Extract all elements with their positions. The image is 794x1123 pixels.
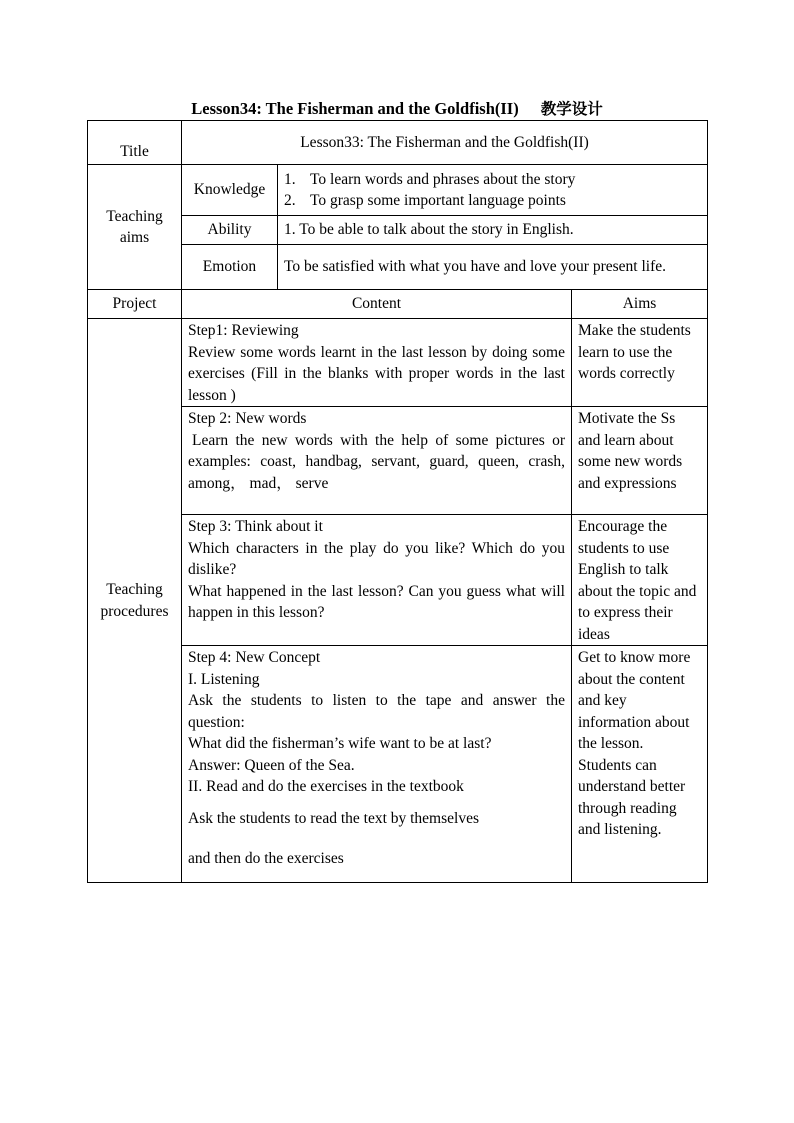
knowledge-item (284, 190, 701, 212)
ability-label: Ability (182, 216, 278, 245)
ability-content: 1. To be able to talk about the story in English. (278, 216, 708, 245)
step-aim: Make the students learn to use the words correctly (572, 319, 708, 407)
step-aim: Encourage the students to use English to talk about the topic and to express their ideas (572, 515, 708, 646)
step-body: Learn the new words with the help of some pictures or examples: coast, handbag, servant, guard, queen, crash, among， mad， serve (188, 431, 565, 492)
knowledge-item-number: 1. (284, 170, 296, 188)
step-body: Answer: Queen of the Sea. (188, 756, 355, 774)
step-subheading: I. Listening (188, 670, 260, 688)
emotion-content: To be satisfied with what you have and love your present life. (278, 245, 708, 290)
step-heading: Step 3: Think about it (188, 518, 323, 535)
knowledge-item (284, 169, 701, 191)
step-body: Review some words learnt in the last lesson by doing some exercises (Fill in the blanks with proper words in the last lesson ) (188, 343, 565, 404)
step-heading: Step1: Reviewing (188, 322, 299, 339)
title-chinese: 教学设计 (540, 100, 603, 118)
step-heading: Step 4: New Concept (188, 649, 321, 666)
teaching-aims-label: Teaching aims (88, 165, 182, 290)
lesson-plan-table (87, 120, 708, 883)
knowledge-content (278, 165, 708, 216)
step-body: and then do the exercises (188, 850, 344, 867)
content-header: Content (182, 290, 572, 319)
step-row (88, 319, 708, 407)
step-content (182, 319, 572, 407)
title-english: Lesson34: The Fisherman and the Goldfish(II) (191, 99, 519, 118)
step-content (182, 515, 572, 646)
emotion-label: Emotion (182, 245, 278, 290)
step-body: Ask the students to read the text by themselves (188, 809, 479, 827)
step-subheading: II. Read and do the exercises in the textbook (188, 778, 464, 795)
step-aim: Motivate the Ss and learn about some new words and expressions (572, 407, 708, 515)
step-body: Ask the students to listen to the tape and answer the question: (188, 692, 565, 731)
title-value-cell: Lesson33: The Fisherman and the Goldfish(II) (182, 121, 708, 165)
step-aim-text: Students can understand better through reading and listening. (578, 756, 686, 838)
step-heading: Step 2: New words (188, 410, 307, 427)
knowledge-item-number: 2. (284, 192, 296, 209)
knowledge-row (88, 165, 708, 216)
column-header-row (88, 290, 708, 319)
knowledge-item-text: To learn words and phrases about the story (310, 170, 576, 188)
project-header: Project (88, 290, 182, 319)
step-body: What did the fisherman’s wife want to be at last? (188, 735, 492, 752)
aims-header: Aims (572, 290, 708, 319)
step-aim-text: Get to know more about the content and key information about the lesson. (578, 649, 691, 752)
teaching-procedures-label: Teaching procedures (88, 319, 182, 883)
title-row (88, 121, 708, 165)
knowledge-item-text: To grasp some important language points (310, 192, 566, 209)
step-content (182, 407, 572, 515)
step-body: Which characters in the play do you like? Which do you dislike? (188, 539, 565, 578)
title-label-cell: Title (88, 121, 182, 165)
knowledge-label: Knowledge (182, 165, 278, 216)
step-body: What happened in the last lesson? Can you guess what will happen in this lesson? (188, 582, 565, 621)
page-title (0, 97, 794, 119)
step-content (182, 646, 572, 883)
knowledge-list (284, 169, 701, 212)
step-aim (572, 646, 708, 883)
